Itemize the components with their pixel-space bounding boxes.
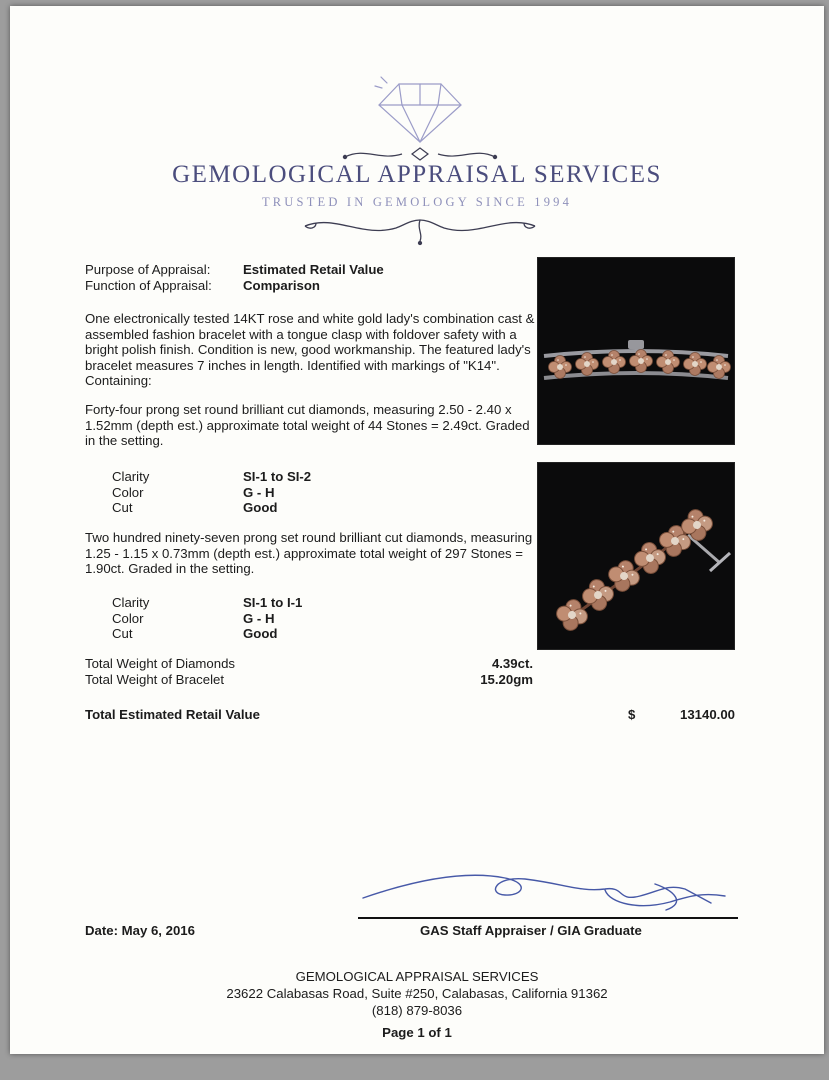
purpose-label: Purpose of Appraisal: (85, 262, 211, 277)
company-tagline: TRUSTED IN GEMOLOGY SINCE 1994 (261, 195, 573, 209)
grade-value: SI-1 to SI-2 (243, 469, 312, 484)
appraiser-title: GAS Staff Appraiser / GIA Graduate (420, 923, 642, 938)
grade-label: Color (112, 610, 144, 626)
grade-value: G - H (243, 610, 275, 626)
bracelet-bottom-illustration (538, 463, 734, 649)
footer-address: 23622 Calabasas Road, Suite #250, Calabasas, California 91362 (226, 986, 608, 1001)
company-title: GEMOLOGICAL APPRAISAL SERVICES (172, 161, 662, 188)
footer-page-number: Page 1 of 1 (382, 1025, 452, 1040)
grade-row (112, 611, 302, 627)
stone-group-2-description: Two hundred ninety-seven prong set round brilliant cut diamonds, measuring 1.25 - 1.15 x 0.73mm (depth est.) approximate total weight of 297 Stones = 1.90ct. Graded in the setting. (85, 530, 533, 576)
stone-group-1-description: Forty-four prong set round brilliant cut diamonds, measuring 2.50 - 2.40 x 1.52mm (depth est.) approximate total weight of 44 Stones = 2.49ct. Graded in the setting. (85, 402, 530, 448)
function-value: Comparison (243, 277, 320, 293)
bracelet-photo-bottom (537, 462, 735, 650)
total-diamonds-label: Total Weight of Diamonds (85, 656, 236, 671)
retail-currency: $ (628, 707, 636, 722)
signature-line (358, 917, 738, 919)
grade-row (112, 469, 311, 485)
scanned-appraisal-page (10, 6, 824, 1054)
grade-label: Cut (112, 500, 133, 515)
bracelet-top-illustration (538, 258, 734, 444)
total-diamonds-value: 4.39ct. (491, 656, 533, 671)
item-description: One electronically tested 14KT rose and white gold lady's combination cast & assembled fashion bracelet with a tongue clasp with foldover safety with a bright polish finish. Condition is new, good workmanship. The featured lady's bracelet measures 7 inches in length. Identified with markings of "K14". Containing: (85, 311, 535, 388)
grade-label: Cut (112, 626, 133, 641)
footer-company: GEMOLOGICAL APPRAISAL SERVICES (295, 969, 539, 984)
stone-group-1-grades (112, 469, 311, 516)
grade-row (112, 626, 302, 642)
grade-row (112, 500, 311, 516)
bracelet-photo-top (537, 257, 735, 445)
appraisal-date: Date: May 6, 2016 (85, 923, 195, 938)
function-label: Function of Appraisal: (85, 277, 212, 293)
grade-value: Good (243, 626, 278, 641)
grade-value: G - H (243, 484, 275, 500)
header-bottom-flourish-icon (300, 212, 540, 246)
retail-value-amount: 13140.00 (679, 707, 735, 722)
grade-label: Clarity (112, 469, 150, 484)
diamond-logo-icon (365, 74, 475, 146)
grade-row (112, 595, 302, 611)
footer-phone: (818) 879-8036 (371, 1003, 463, 1018)
grade-row (112, 485, 311, 501)
total-bracelet-label: Total Weight of Bracelet (85, 671, 225, 687)
stone-group-2-grades (112, 595, 302, 642)
appraiser-signature (355, 862, 735, 920)
grade-label: Color (112, 484, 144, 500)
retail-value-label: Total Estimated Retail Value (85, 707, 260, 722)
purpose-value: Estimated Retail Value (243, 262, 384, 277)
grade-label: Clarity (112, 595, 150, 610)
total-bracelet-value: 15.20gm (480, 671, 533, 687)
grade-value: SI-1 to I-1 (243, 595, 303, 610)
grade-value: Good (243, 500, 278, 515)
